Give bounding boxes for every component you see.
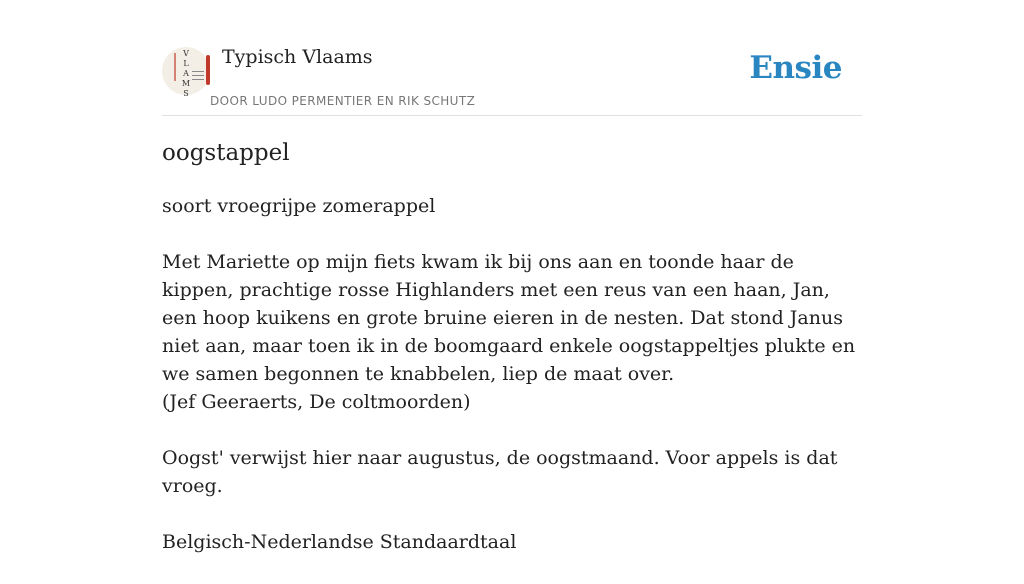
entry-content — [162, 192, 862, 584]
ensie-brand-link[interactable]: Ensie — [749, 50, 842, 86]
logo-text-lines — [192, 71, 204, 83]
book-cover-logo[interactable] — [162, 47, 210, 98]
book-authors: DOOR LUDO PERMENTIER EN RIK SCHUTZ — [210, 94, 476, 108]
entry-quote-source: (Jef Geeraerts, De coltmoorden) — [162, 391, 471, 413]
entry-quote: Met Mariette op mijn fiets kwam ik bij ons aan en toonde haar de kippen, prachtige rosse Highlanders met een reus van een haan, Jan, een hoop kuikens en grote bruine eieren in de nesten. Dat stond Janus niet aan, maar toen ik in de boomgaard enkele oogstappeltjes plukte en we samen begonnen te knabbelen, liep de maat over. — [162, 251, 856, 385]
entry-definition: soort vroegrijpe zomerappel — [162, 195, 436, 217]
book-title[interactable]: Typisch Vlaams — [222, 46, 373, 68]
entry-note: Oogst' verwijst hier naar augustus, de oogstmaand. Voor appels is dat vroeg. — [162, 447, 838, 497]
logo-red-stripe — [206, 55, 210, 85]
entry-category: Belgisch-Nederlandse Standaardtaal — [162, 531, 517, 553]
logo-accent-mark — [174, 53, 176, 81]
logo-letters: V L A M S — [181, 49, 191, 98]
header — [162, 0, 862, 116]
entry-quote-block — [162, 248, 862, 416]
entry-term: oogstappel — [162, 140, 290, 166]
entry-page — [162, 0, 862, 553]
